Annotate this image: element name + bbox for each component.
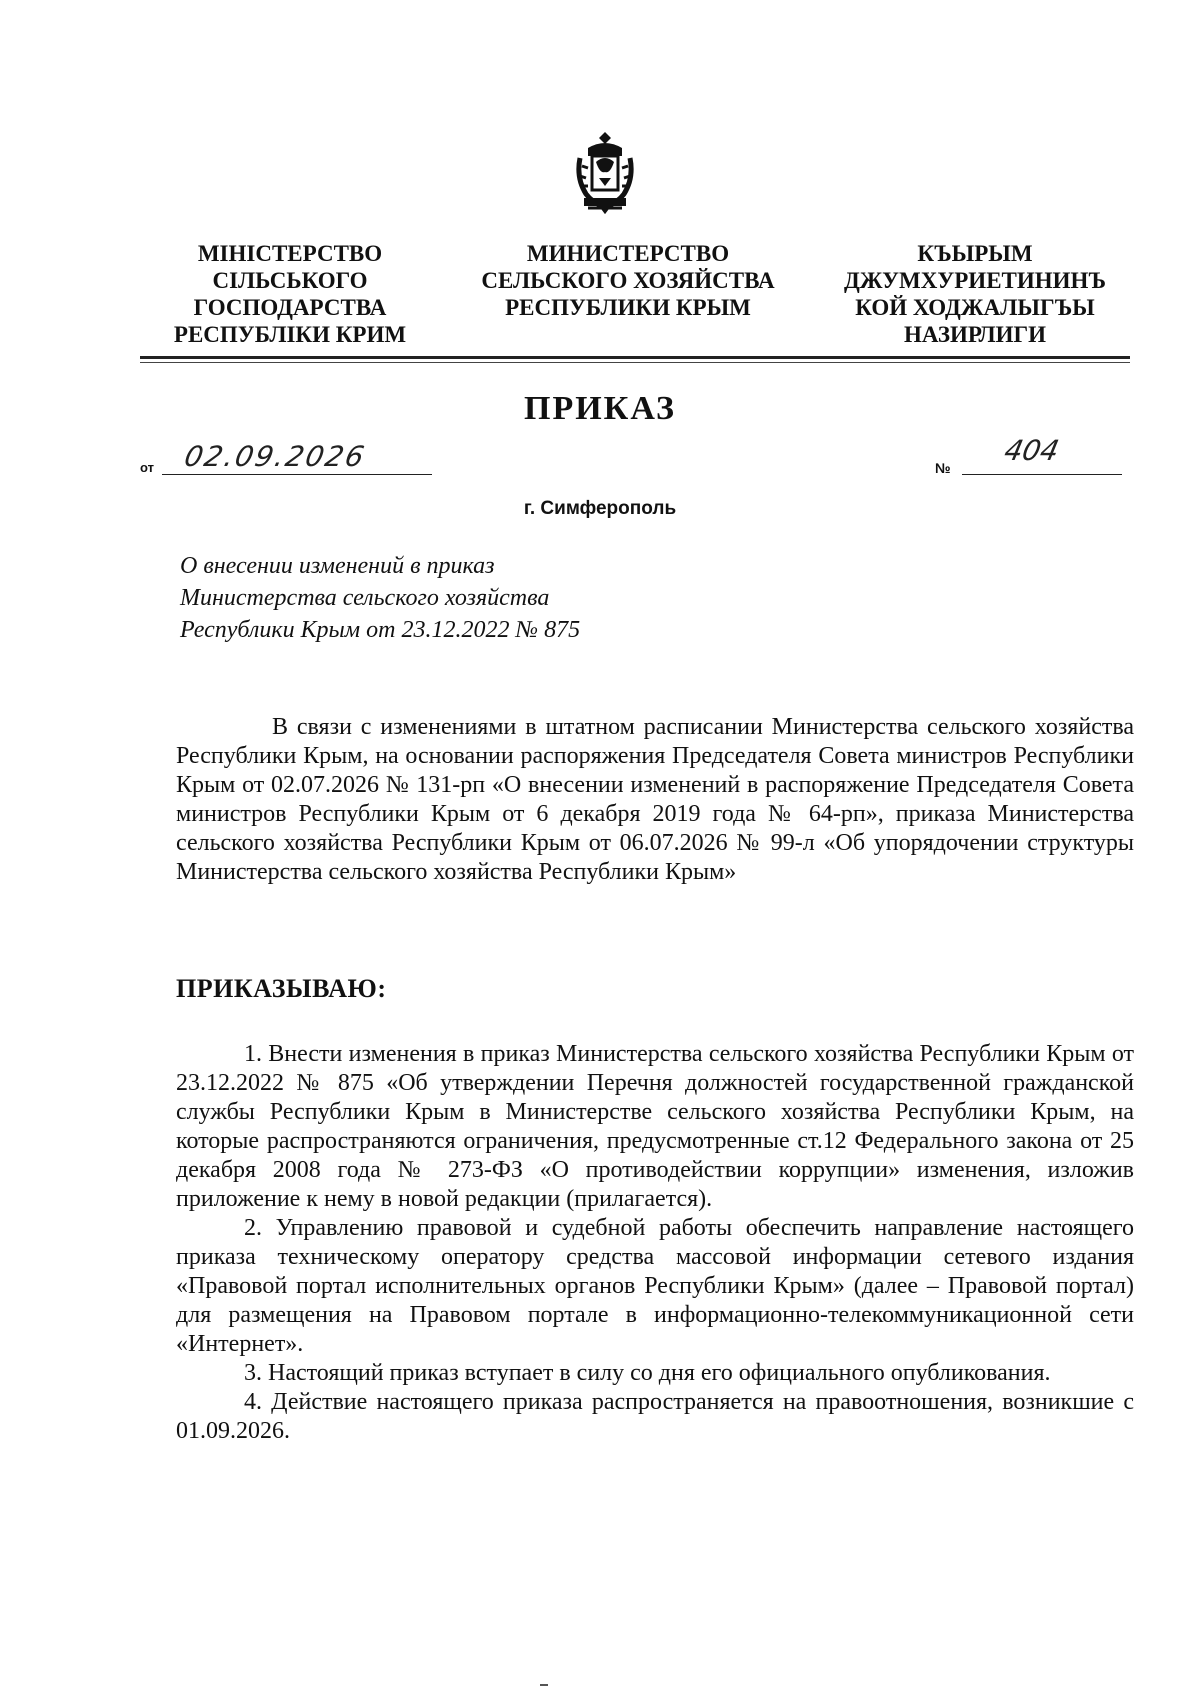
- letterhead-line: МІНІСТЕРСТВО: [197, 241, 383, 266]
- subject-line: Министерства сельского хозяйства: [180, 585, 550, 611]
- letterhead-line: ГОСПОДАРСТВА: [193, 295, 387, 320]
- letterhead-divider: [140, 356, 1130, 359]
- coat-of-arms-icon: [574, 128, 636, 214]
- letterhead-line: КЪЫРЫМ: [917, 241, 1033, 266]
- document-date: 02.09.2026: [181, 440, 369, 473]
- document-city: г. Симферополь: [523, 498, 677, 519]
- document-number: 404: [1001, 434, 1062, 467]
- letterhead-line: МИНИСТЕРСТВО: [526, 241, 730, 266]
- letterhead-russian: [458, 240, 798, 321]
- letterhead-line: РЕСПУБЛИКИ КРЫМ: [505, 295, 751, 320]
- order-items: [176, 1040, 1134, 1446]
- preamble-paragraph: В связи с изменениями в штатном расписании Министерства сельского хозяйства Республики Крым, на основании распоряжения Председателя Совета министров Республики Крым от 02.07.2026 № 131-рп «О внесении изменений в распоряжение Председателя Совета министров Республики Крым от 6 декабря 2019 года № 64-рп», приказа Министерства сельского хозяйства Республики Крым от 06.07.2026 № 99-л «Об упорядочении структуры Министерства сельского хозяйства Республики Крым»: [176, 714, 1134, 885]
- page-mark: [540, 1684, 548, 1686]
- letterhead-line: СЕЛЬСКОГО ХОЗЯЙСТВА: [481, 268, 775, 293]
- order-item: 3. Настоящий приказ вступает в силу со дня его официального опубликования.: [244, 1360, 1051, 1386]
- document-title: ПРИКАЗ: [524, 390, 676, 427]
- letterhead-line: РЕСПУБЛІКИ КРИМ: [173, 322, 407, 347]
- date-label: от: [140, 460, 154, 475]
- order-item: 2. Управлению правовой и судебной работы обеспечить направление настоящего приказа техническому оператору средства массовой информации сетевого издания «Правовой портал исполнительных органов Республики Крым» (далее – Правовой портал) для размещения на Правовом портале в информационно-телекоммуникационной сети «Интернет».: [176, 1215, 1134, 1357]
- letterhead-ukrainian: [140, 240, 440, 348]
- letterhead-line: НАЗИРЛИГИ: [903, 322, 1047, 347]
- order-item: 1. Внести изменения в приказ Министерства сельского хозяйства Республики Крым от 23.12.2022 № 875 «Об утверждении Перечня должностей государственной гражданской службы Республики Крым в Министерстве сельского хозяйства Республики Крым, на которые распространяются ограничения, предусмотренные ст.12 Федерального закона от 25 декабря 2008 года № 273-ФЗ «О противодействии коррупции» изменения, изложив приложение к нему в новой редакции (прилагается).: [176, 1041, 1134, 1212]
- date-underline: [162, 474, 432, 475]
- letterhead-line: КОЙ ХОДЖАЛЫГЪЫ: [855, 295, 1095, 320]
- document-subject: [180, 550, 780, 646]
- order-heading: ПРИКАЗЫВАЮ:: [176, 974, 387, 1003]
- letterhead: [140, 240, 1130, 352]
- date-number-row: [140, 434, 1130, 480]
- number-underline: [962, 474, 1122, 475]
- subject-line: Республики Крым от 23.12.2022 № 875: [180, 617, 581, 643]
- letterhead-line: ДЖУМХУРИЕТИНИНЪ: [843, 268, 1107, 293]
- order-item: 4. Действие настоящего приказа распространяется на правоотношения, возникшие с 01.09.2026.: [176, 1389, 1134, 1444]
- number-label: №: [935, 460, 951, 476]
- letterhead-divider-thin: [140, 362, 1130, 363]
- letterhead-line: СІЛЬСЬКОГО: [212, 268, 368, 293]
- letterhead-crimean-tatar: [820, 240, 1130, 348]
- subject-line: О внесении изменений в приказ: [180, 553, 495, 579]
